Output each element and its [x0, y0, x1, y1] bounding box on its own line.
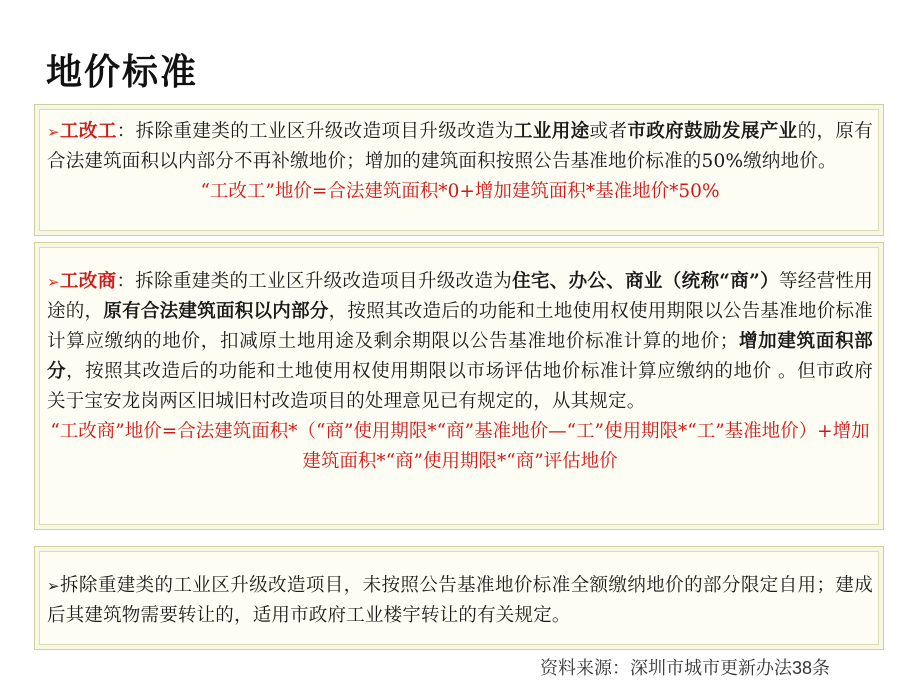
formula: “工改商”地价=合法建筑面积*（“商”使用期限*“商”基准地价—“工”使用期限*“工”基准地价）+增加建筑面积*“商”使用期限*“商”评估地价 — [50, 421, 870, 472]
policy-text: 的，原有合法建筑面积以内部分不再补缴地价；增加的建筑面积按照公告基准地价标准的50%缴纳地价。 — [47, 121, 873, 172]
policy-box-self-use — [34, 546, 884, 650]
formula: “工改工”地价=合法建筑面积*0+增加建筑面积*基准地价*50% — [200, 181, 720, 202]
policy-label: 工改商 — [59, 271, 117, 292]
policy-paragraph — [47, 571, 873, 631]
policy-box-industrial-to-commercial — [34, 242, 884, 530]
policy-emphasis: 市政府鼓励发展产业 — [627, 121, 798, 142]
source-note: 资料来源：深圳市城市更新办法38条 — [539, 658, 830, 678]
policy-emphasis: 增加建筑面积部分 — [47, 331, 873, 382]
policy-paragraph — [47, 117, 873, 177]
policy-label: 工改工 — [59, 121, 117, 142]
policy-emphasis: 原有合法建筑面积以内部分 — [103, 301, 329, 322]
policy-text: ，按照其改造后的功能和土地使用权使用期限以市场评估地价标准计算应缴纳的地价 。但市政府关于宝安龙岗两区旧城旧村改造项目的处理意见已有规定的，从其规定。 — [47, 361, 874, 412]
policy-text: 等经营性用途的， — [47, 271, 873, 322]
policy-text: ：拆除重建类的工业区升级改造项目升级改造为 — [116, 121, 514, 142]
policy-emphasis: 住宅、办公、商业（统称“商”） — [512, 271, 779, 292]
arrow-bullet-icon: ➢ — [47, 123, 60, 141]
policy-text: ：拆除重建类的工业区升级改造项目升级改造为 — [116, 271, 513, 292]
arrow-bullet-icon: ➢ — [47, 273, 60, 291]
policy-paragraph — [47, 267, 873, 417]
policy-box-industrial-to-industrial — [34, 104, 884, 236]
policy-text: 或者 — [589, 121, 628, 142]
policy-text: 拆除重建类的工业区升级改造项目，未按照公告基准地价标准全额缴纳地价的部分限定自用；建成后其建筑物需要转让的，适用市政府工业楼宇转让的有关规定。 — [47, 575, 873, 626]
page-title: 地价标准 — [46, 52, 199, 93]
arrow-bullet-icon: ➢ — [47, 577, 60, 595]
policy-emphasis: 工业用途 — [513, 121, 590, 142]
policy-text: ，按照其改造后的功能和土地使用权使用期限以公告基准地价标准计算应缴纳的地价，扣减原土地用途及剩余期限以公告基准地价标准计算的地价； — [47, 301, 873, 352]
